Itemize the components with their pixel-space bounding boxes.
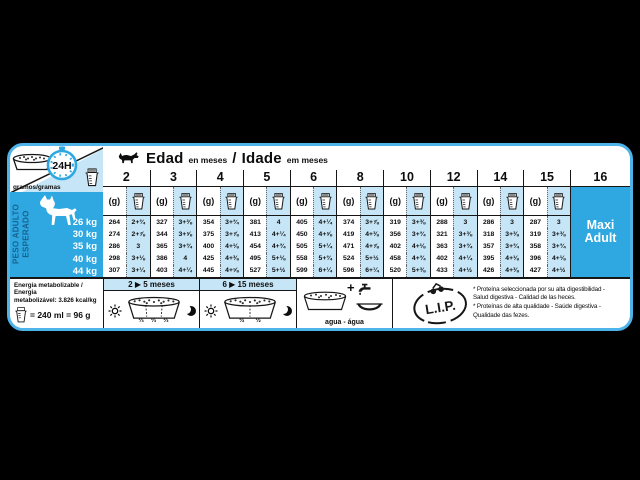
cup-symbol-cell [266, 187, 289, 215]
measuring-cup-icon [179, 193, 192, 210]
grams-value: 419 [342, 230, 355, 238]
grams-value: 471 [342, 242, 355, 250]
feeding-cell [243, 216, 290, 228]
grams-value: 395 [483, 255, 495, 263]
feeding-cell [103, 216, 150, 228]
grams-value: 596 [342, 267, 355, 275]
feeding-cell [290, 253, 337, 265]
measuring-cup-icon [319, 193, 332, 210]
food-bowl-icon [302, 291, 348, 312]
cups-value: 3+¾ [500, 240, 523, 252]
cup-symbol-cell [360, 187, 383, 215]
weight-labels [73, 217, 97, 278]
feeding-cell [383, 228, 430, 240]
age-column-header: 4 [196, 170, 243, 186]
measuring-cup-icon [15, 307, 27, 323]
feeding-cell [430, 240, 477, 252]
weight-row-label: 30 kg [72, 229, 97, 241]
grams-value: 319 [529, 230, 542, 238]
grams-symbol: (g) [436, 196, 448, 206]
age-column-header: 15 [523, 170, 570, 186]
grams-value: 425 [202, 255, 215, 263]
cups-value: 4+⅜ [360, 228, 383, 240]
cup-equivalence: = 240 ml = 96 g [30, 310, 91, 321]
title-es-suffix: en meses [188, 155, 228, 165]
cups-value: 5+½ [360, 253, 383, 265]
age-title-band [103, 146, 630, 170]
grams-value: 450 [296, 230, 308, 238]
portion-fraction: ⅓ [150, 317, 157, 324]
measuring-cup-icon [506, 193, 519, 210]
unit-header-pair [430, 187, 477, 215]
cups-value: 4+¼ [313, 216, 336, 228]
cups-value: 3+⅝ [173, 228, 196, 240]
unit-header-pair [150, 187, 197, 215]
grams-value: 298 [108, 255, 121, 263]
feeding-cell [196, 240, 243, 252]
energy-line1: Energía metabolizable / Energia [14, 281, 83, 297]
age-column-header: 3 [150, 170, 197, 186]
grams-value: 558 [296, 255, 308, 263]
clock-24h-icon [44, 146, 80, 182]
table-row [103, 228, 570, 240]
feeding-cell [243, 265, 290, 277]
feeding-cell [383, 253, 430, 265]
age-column-header: 6 [290, 170, 337, 186]
grams-value: 520 [389, 267, 401, 275]
feeding-cell [103, 265, 150, 277]
cups-value: 3 [126, 240, 150, 252]
cups-value: 4+¾ [266, 240, 289, 252]
grams-value: 358 [529, 242, 542, 250]
grams-value: 365 [156, 242, 168, 250]
cups-value: 3+⅞ [220, 228, 243, 240]
grams-symbol: (g) [482, 196, 495, 206]
grams-value: 356 [389, 230, 401, 238]
cup-symbol-cell [126, 187, 150, 215]
feeding-cell [523, 265, 570, 277]
feeding-cell [336, 253, 383, 265]
unit-header-pair [196, 187, 243, 215]
feeding-period-1-label: 2 ▶ 5 meses [104, 279, 199, 292]
grams-symbol: (g) [529, 196, 542, 206]
cups-value: 4+⅝ [220, 265, 243, 277]
feeding-cell [196, 228, 243, 240]
grams-value: 319 [389, 218, 401, 226]
cups-value: 4+½ [453, 265, 476, 277]
cups-value: 4+⅛ [406, 240, 429, 252]
cup-symbol-cell [220, 187, 243, 215]
product-name-line1: Maxi [586, 218, 615, 232]
cups-value: 3+⅜ [500, 228, 523, 240]
grams-value: 402 [389, 242, 401, 250]
grams-value: 288 [436, 218, 448, 226]
feeding-cell [150, 265, 197, 277]
cups-value: 3+¾ [220, 216, 243, 228]
energy-info-cell [10, 279, 103, 329]
measuring-cup-icon [132, 193, 145, 210]
sun-icon [108, 304, 122, 318]
cup-symbol-cell [406, 187, 429, 215]
feeding-cell [150, 228, 197, 240]
feeding-guide-card [7, 143, 633, 331]
measuring-cup-icon [412, 193, 425, 210]
cups-value: 4 [266, 216, 289, 228]
grams-value: 599 [296, 267, 308, 275]
grams-value: 286 [483, 218, 495, 226]
feeding-cell [196, 253, 243, 265]
measuring-cup-icon [459, 193, 472, 210]
feeding-cell [477, 228, 524, 240]
units-label: gramos/gramas [13, 184, 61, 191]
cup-symbol-cell [173, 187, 196, 215]
feeding-cell [150, 240, 197, 252]
grams-value: 327 [156, 218, 168, 226]
grams-value: 375 [202, 230, 215, 238]
cups-value: 5+⅜ [406, 265, 429, 277]
feeding-cell [150, 216, 197, 228]
grams-value: 381 [249, 218, 261, 226]
cups-value: 4+¼ [266, 228, 289, 240]
feeding-cell [290, 216, 337, 228]
measuring-cup-icon [85, 168, 99, 187]
grams-value: 396 [529, 255, 542, 263]
grams-symbol: (g) [249, 196, 261, 206]
grams-value: 287 [529, 218, 542, 226]
feeding-cell [336, 216, 383, 228]
feeding-cell [290, 265, 337, 277]
grams-value: 445 [202, 267, 215, 275]
feeding-period-2-cell [199, 279, 296, 329]
cups-value: 4 [173, 253, 196, 265]
plus-icon: + [347, 279, 355, 295]
grams-value: 374 [342, 218, 355, 226]
cups-value: 4+⅜ [220, 253, 243, 265]
unit-header-pair [103, 187, 150, 215]
cups-value: 4+⅛ [547, 253, 570, 265]
feeding-cell [290, 240, 337, 252]
weight-row-label: 44 kg [72, 265, 97, 277]
feeding-cell [523, 228, 570, 240]
cups-value: 4+⅛ [220, 240, 243, 252]
feeding-cell [243, 228, 290, 240]
cups-value: 4+⅛ [500, 253, 523, 265]
weight-row-label: 35 kg [72, 241, 97, 253]
cups-value: 3 [500, 216, 523, 228]
water-cell [296, 279, 392, 329]
grams-value: 307 [108, 267, 121, 275]
feeding-cell [150, 253, 197, 265]
grams-value: 264 [108, 218, 121, 226]
age-column-header: 2 [122, 170, 130, 184]
feeding-cell [430, 253, 477, 265]
cup-symbol-cell [547, 187, 570, 215]
portion-fraction: ⅓ [138, 317, 144, 324]
cups-value: 4+¼ [453, 253, 476, 265]
cups-value: 4+⅜ [500, 265, 523, 277]
cups-value: 3+⅜ [406, 216, 429, 228]
grams-value: 495 [249, 255, 261, 263]
feeding-cell [383, 240, 430, 252]
table-row [103, 216, 570, 228]
table-row [103, 265, 570, 277]
table-row [103, 253, 570, 265]
age-column-header: 10 [383, 170, 430, 186]
grams-value: 321 [436, 230, 448, 238]
grams-value: 524 [342, 255, 355, 263]
table-row [103, 240, 570, 252]
feeding-cell [103, 253, 150, 265]
grams-value: 433 [436, 267, 448, 275]
grams-symbol: (g) [342, 196, 355, 206]
feeding-period-2-label: 6 ▶ 15 meses [200, 279, 296, 292]
feeding-cell [103, 240, 150, 252]
measuring-cup-icon [365, 193, 378, 210]
cups-value: 6+¼ [313, 265, 336, 277]
cups-value: 4+⅝ [313, 228, 336, 240]
water-label: agua - água [325, 319, 364, 326]
portion-fraction: ½ [239, 317, 245, 324]
product-badge [570, 187, 630, 277]
cups-value: 5+¾ [313, 253, 336, 265]
feeding-cell [196, 216, 243, 228]
feeding-cell [336, 240, 383, 252]
feeding-cell [383, 265, 430, 277]
portion-fraction: ⅓ [163, 317, 169, 324]
cups-value: 3+¾ [173, 240, 196, 252]
feeding-cell [336, 265, 383, 277]
moon-icon [282, 306, 292, 316]
feeding-cell [477, 265, 524, 277]
grams-value: 454 [249, 242, 261, 250]
grams-value: 458 [389, 255, 401, 263]
feeding-cell [430, 216, 477, 228]
age-column-header: 16 [570, 170, 630, 186]
grams-symbol: (g) [156, 196, 168, 206]
grams-value: 426 [483, 267, 495, 275]
grams-value: 286 [108, 242, 121, 250]
age-column-header: 12 [430, 170, 477, 186]
expected-weight-sidebar [10, 192, 103, 277]
feeding-cell [523, 240, 570, 252]
ration-table [103, 216, 570, 277]
cup-symbol-cell [453, 187, 476, 215]
feeding-period-1-cell [103, 279, 199, 329]
cups-value: 5+⅛ [266, 253, 289, 265]
measuring-cup-icon [552, 193, 565, 210]
feeding-cell [523, 216, 570, 228]
feeding-cell [430, 228, 477, 240]
unit-header-pair [477, 187, 524, 215]
grams-value: 413 [249, 230, 261, 238]
faucet-icon [358, 281, 375, 296]
product-name-line2: Adult [584, 231, 617, 245]
weight-row-label: 40 kg [72, 253, 97, 265]
weight-row-label: 26 kg [72, 217, 97, 228]
grams-value: 405 [296, 218, 308, 226]
cups-value: 3+¾ [453, 240, 476, 252]
dog-silhouette-icon [36, 194, 78, 227]
cup-symbol-cell [313, 187, 336, 215]
grams-value: 274 [108, 230, 121, 238]
cups-value: 3+¼ [126, 265, 150, 277]
sidebar-vertical-label: PESO ADULTO ESPERADO [11, 203, 31, 265]
portion-fractions [132, 317, 176, 324]
age-column-header: 14 [477, 170, 524, 186]
dog-icon [117, 151, 141, 165]
cup-symbol-cell [500, 187, 523, 215]
cups-value: 5+¼ [313, 240, 336, 252]
grams-value: 527 [249, 267, 261, 275]
feeding-cell [430, 265, 477, 277]
grams-symbol: (g) [389, 196, 402, 206]
cups-value: 4+½ [547, 265, 570, 277]
grams-value: 386 [156, 255, 168, 263]
grams-value: 357 [483, 242, 495, 250]
feeding-cell [477, 240, 524, 252]
grams-symbol: (g) [296, 196, 308, 206]
cups-value: 3+¾ [406, 228, 429, 240]
cups-value: 5+½ [266, 265, 289, 277]
feeding-cell [196, 265, 243, 277]
energy-line2: metabolizável: 3.826 kcal/kg [14, 296, 97, 304]
grams-value: 318 [483, 230, 495, 238]
portion-fraction: ½ [255, 317, 261, 324]
cups-value: 3+⅜ [453, 228, 476, 240]
lip-label: L.I.P. [424, 297, 457, 317]
grams-value: 400 [202, 242, 215, 250]
cups-value: 6+¼ [360, 265, 383, 277]
age-column-header: 8 [336, 170, 383, 186]
feeding-cell [523, 253, 570, 265]
water-dish-icon [356, 303, 383, 315]
cups-value: 3+⅜ [173, 216, 196, 228]
cups-value: 3 [453, 216, 476, 228]
feeding-cell [336, 228, 383, 240]
lip-note-cell [392, 279, 630, 329]
units-header-cell [10, 146, 103, 192]
grams-value: 354 [202, 218, 215, 226]
feeding-cell [383, 216, 430, 228]
portion-fractions [228, 317, 272, 324]
unit-header-pair [336, 187, 383, 215]
feeding-cell [103, 228, 150, 240]
protein-footnote: * Proteína seleccionada por su alta digestibilidad - Salud digestiva - Calidad de las heces. * Proteínas de alta qualidade - Saúde digestiva - Qualidade das fezes. [473, 285, 605, 319]
feeding-cell [243, 253, 290, 265]
cups-value: 4+⅞ [360, 240, 383, 252]
measuring-cup-icon [272, 193, 285, 210]
unit-header-pair [523, 187, 570, 215]
feeding-cell [290, 228, 337, 240]
title-es: Edad [146, 149, 184, 167]
feeding-cell [477, 216, 524, 228]
measuring-cup-icon [225, 193, 238, 210]
grams-value: 505 [296, 242, 308, 250]
grams-symbol: (g) [108, 196, 121, 206]
age-column-header: 5 [243, 170, 290, 186]
cups-value: 3+⅞ [360, 216, 383, 228]
feeding-cell [243, 240, 290, 252]
cups-value: 4+¼ [173, 265, 196, 277]
cups-value: 3+⅜ [547, 228, 570, 240]
grams-value: 427 [529, 267, 542, 275]
grams-value: 363 [436, 242, 448, 250]
grams-value: 403 [156, 267, 168, 275]
unit-header-pair [290, 187, 337, 215]
badge-24h-label: 24H [52, 160, 72, 172]
title-pt: Idade [241, 149, 282, 167]
unit-header-row [103, 187, 570, 216]
moon-icon [186, 306, 196, 316]
title-separator: / [232, 149, 237, 167]
cups-value: 2+⅞ [126, 228, 150, 240]
age-header-row [103, 170, 630, 187]
title-pt-suffix: em meses [286, 155, 328, 165]
cups-value: 3 [547, 216, 570, 228]
lip-stamp-icon [409, 281, 471, 327]
cups-value: 2+¾ [126, 216, 150, 228]
unit-header-pair [383, 187, 430, 215]
grams-value: 344 [156, 230, 168, 238]
cups-value: 3+⅛ [126, 253, 150, 265]
grams-value: 402 [436, 255, 448, 263]
cups-value: 3+¾ [547, 240, 570, 252]
sun-icon [204, 304, 218, 318]
unit-header-pair [243, 187, 290, 215]
grams-symbol: (g) [202, 196, 215, 206]
feeding-cell [477, 253, 524, 265]
cups-value: 4+¾ [406, 253, 429, 265]
